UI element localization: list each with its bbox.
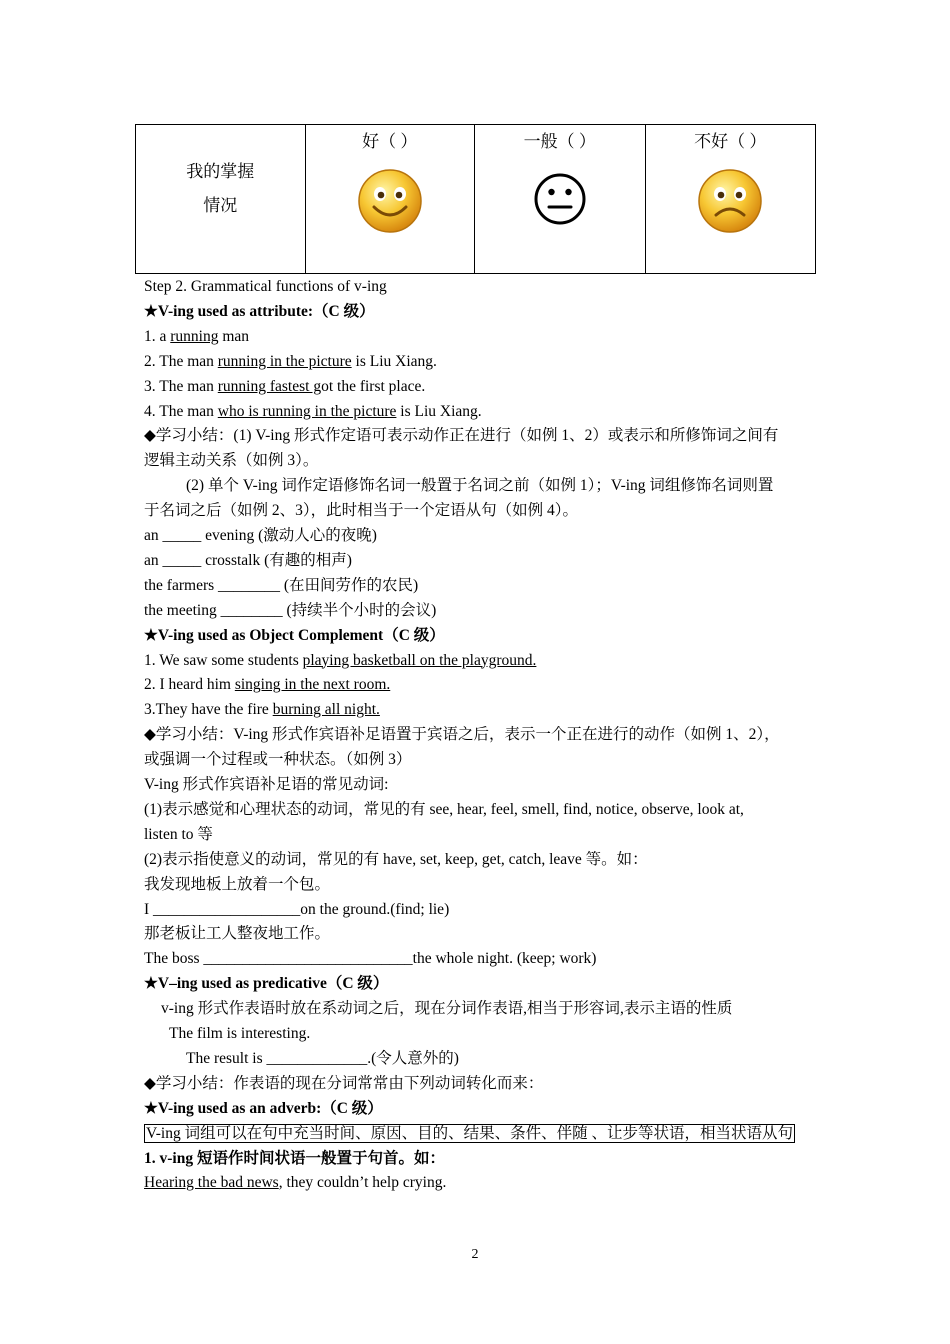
smiling-face-icon <box>356 167 424 235</box>
text-line <box>144 349 437 374</box>
text-run: an _____ evening (激动人心的夜晚) <box>144 527 377 544</box>
text-line <box>144 523 377 548</box>
text-run: The result is _____________.(令人意外的) <box>186 1049 459 1067</box>
text-run: (1)表示感觉和心理状态的动词，常见的有 see, hear, feel, smell, find, notice, observe, look at, <box>144 800 744 818</box>
text-line <box>144 448 318 473</box>
mastery-option-average <box>475 125 646 273</box>
text-run: The boss ___________________________the whole night. (keep; work) <box>144 950 597 968</box>
boxed-note <box>144 1124 795 1143</box>
text-line <box>144 822 213 847</box>
text-run: is Liu Xiang. <box>351 352 437 370</box>
text-line <box>144 1096 383 1121</box>
text-line <box>144 274 387 299</box>
text-line <box>144 872 330 897</box>
text-run: 3. The man <box>144 377 218 395</box>
text-line <box>144 672 390 697</box>
text-line <box>169 1021 310 1046</box>
bold-text: ★V-ing used as an adverb:（C 级） <box>144 1099 383 1117</box>
text-run: 那老板让工人整夜地工作。 <box>144 925 331 943</box>
mastery-option-good <box>306 125 476 273</box>
neutral-face-icon <box>530 169 590 229</box>
text-line <box>144 946 596 971</box>
text-line <box>144 423 778 448</box>
text-run: V-ing 形式作宾语补足语的常见动词: <box>144 776 389 793</box>
underlined-text: running fastest g <box>217 377 322 395</box>
underlined-text: Hearing the bad news <box>144 1174 279 1192</box>
text-run: V-ing 词组可以在句中充当时间、原因、目的、结果、条件、伴随 、让步等状语，相当状语从句 <box>146 1124 793 1142</box>
text-line <box>144 697 380 722</box>
text-line <box>144 573 418 598</box>
underlined-text: running <box>170 327 219 345</box>
text-run: The film is interesting. <box>169 1025 311 1042</box>
text-line <box>144 374 425 399</box>
mastery-row-label-cell <box>136 125 306 273</box>
text-run: 逻辑主动关系（如例 3）。 <box>144 452 319 470</box>
text-line <box>144 1170 446 1195</box>
text-line <box>144 897 449 922</box>
text-line <box>144 1146 445 1171</box>
mastery-row-label: 我的掌握 情况 <box>186 162 255 215</box>
text-run: 3.They have the fire <box>144 701 273 719</box>
text-run: the farmers ________ (在田间劳作的农民) <box>144 576 419 594</box>
text-line <box>144 772 388 797</box>
text-line <box>144 399 482 424</box>
text-run: 或强调一个过程或一种状态。（如例 3） <box>144 751 412 769</box>
text-line <box>186 1046 459 1071</box>
text-line <box>144 747 411 772</box>
text-line <box>186 473 773 498</box>
text-run: ◆学习小结： <box>144 427 234 445</box>
text-run: is Liu Xiang. <box>396 402 482 420</box>
text-line <box>144 498 578 523</box>
text-run: 我发现地板上放着一个包。 <box>144 875 331 893</box>
text-run: 2. I heard him <box>144 676 235 694</box>
text-run: ◆学习小结：作表语的现在分词常常由下列动词转化而来： <box>144 1074 544 1092</box>
underlined-text: burning all night. <box>272 701 380 719</box>
text-run: ◆学习小结：V-ing 形式作宾语补足语置于宾语之后，表示一个正在进行的动作（如例 1、2）， <box>144 726 780 744</box>
text-run: 1. We saw some students <box>144 651 303 669</box>
text-run: an _____ crosstalk (有趣的相声) <box>144 551 352 569</box>
text-run: Step 2. Grammatical functions of v-ing <box>144 278 387 295</box>
text-line <box>144 1121 795 1146</box>
frowning-face-icon <box>696 167 764 235</box>
mastery-option-label: 一般（ ） <box>523 132 596 151</box>
text-run: 于名词之后（如例 2、3），此时相当于一个定语从句（如例 4）。 <box>144 502 579 520</box>
bold-text: ★V-ing used as Object Complement（C 级） <box>144 626 445 644</box>
underlined-text: who is running in the picture <box>217 402 397 420</box>
mastery-option-label: 不好（ ） <box>694 132 767 151</box>
text-run: man <box>218 327 250 345</box>
text-line <box>144 722 780 747</box>
mastery-option-label: 好（ ） <box>362 132 418 151</box>
mastery-table <box>135 124 816 274</box>
text-run: 4. The man <box>144 402 218 420</box>
bold-text: 1. v-ing 短语作时间状语一般置于句首。如： <box>144 1149 445 1167</box>
text-run: the meeting ________ (持续半个小时的会议) <box>144 601 437 619</box>
text-line <box>144 623 445 648</box>
text-line <box>144 1071 543 1096</box>
underlined-text: playing basketball on the playground. <box>302 651 537 669</box>
text-run: , they couldn’t help crying. <box>278 1174 447 1192</box>
text-line <box>144 847 648 872</box>
text-run: v-ing 形式作表语时放在系动词之后，现在分词作表语,相当于形容词,表示主语的性质 <box>161 1000 733 1018</box>
bold-text: ★V–ing used as predicative（C 级） <box>144 975 389 993</box>
text-line <box>144 324 249 349</box>
text-line <box>144 921 330 946</box>
text-run: (1) V-ing 形式作定语可表示动作正在进行（如例 1、2）或表示和所修饰词之间有 <box>233 427 779 445</box>
text-line <box>144 299 375 324</box>
text-run: (2)表示指使意义的动词，常见的有 have, set, keep, get, catch, leave 等。如： <box>144 850 648 868</box>
text-run: listen to 等 <box>144 825 213 843</box>
text-line <box>144 598 436 623</box>
underlined-text: singing in the next room. <box>234 676 391 694</box>
text-line <box>144 971 388 996</box>
text-run: 1. a <box>144 327 171 345</box>
text-run: ot the first place. <box>321 377 426 395</box>
text-run: I ___________________on the ground.(find; lie) <box>144 900 450 918</box>
mastery-option-poor <box>646 125 816 273</box>
text-line <box>144 548 352 573</box>
page-number: 2 <box>471 1247 479 1262</box>
underlined-text: running in the picture <box>217 352 352 370</box>
text-line <box>161 996 732 1021</box>
text-run: 2. The man <box>144 352 218 370</box>
text-run: (2) 单个 V-ing 词作定语修饰名词一般置于名词之前（如例 1）；V-ing 词组修饰名词则置 <box>186 477 774 495</box>
text-line <box>144 648 536 673</box>
bold-text: ★V-ing used as attribute:（C 级） <box>144 302 375 320</box>
text-line <box>144 797 744 822</box>
